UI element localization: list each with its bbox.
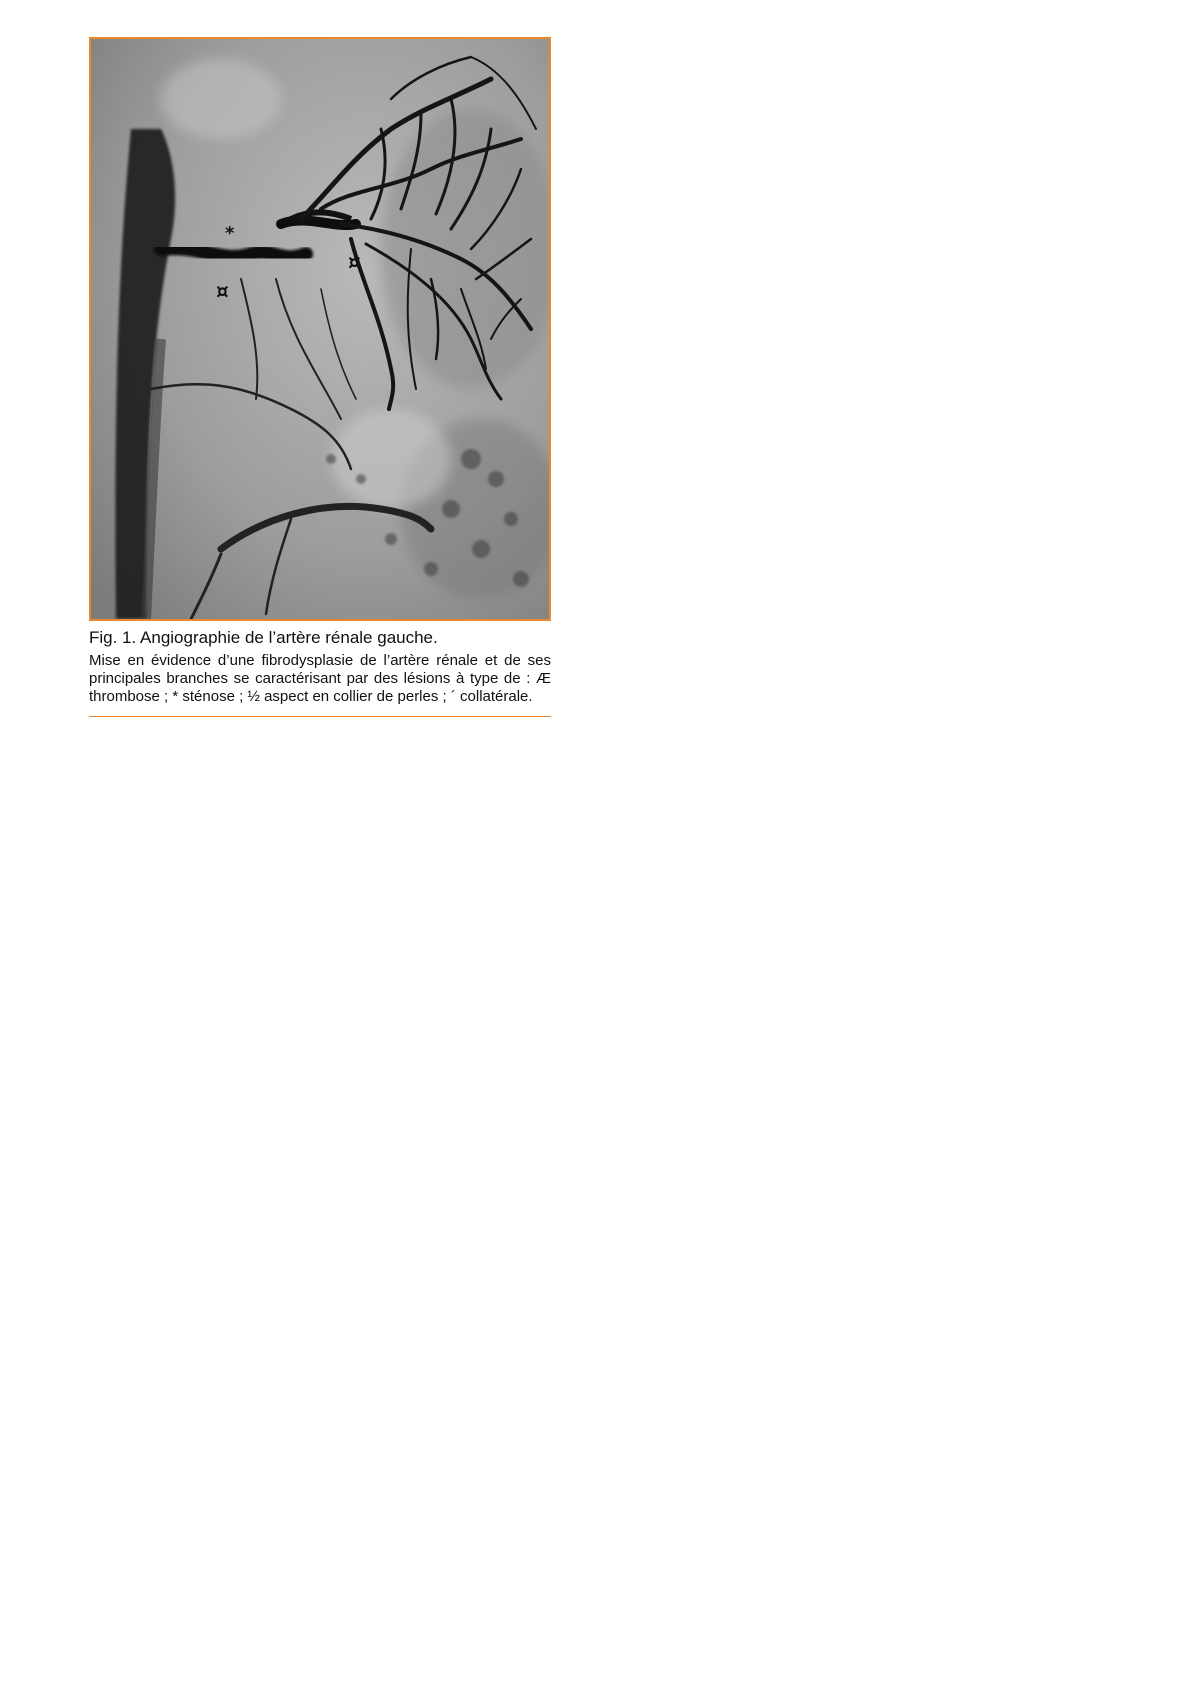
lesion-marker-left: ¤ xyxy=(216,279,229,303)
angiogram-illustration xyxy=(91,39,549,619)
caption-divider xyxy=(89,716,551,717)
figure xyxy=(89,37,551,717)
stenosis-asterisk-marker: * xyxy=(225,223,235,244)
figure-description: Mise en évidence d’une fibrodysplasie de l’artère rénale et de ses principales branches se caractérisant par des lésions à type de : Æ thrombose ; * sténose ; ½ aspect en collier de perles ; ´ collatérale. xyxy=(89,652,551,705)
figure-title: Fig. 1. Angiographie de l’artère rénale gauche. xyxy=(89,628,438,647)
lesion-marker-right: ¤ xyxy=(348,250,361,274)
angiography-image xyxy=(89,37,551,621)
